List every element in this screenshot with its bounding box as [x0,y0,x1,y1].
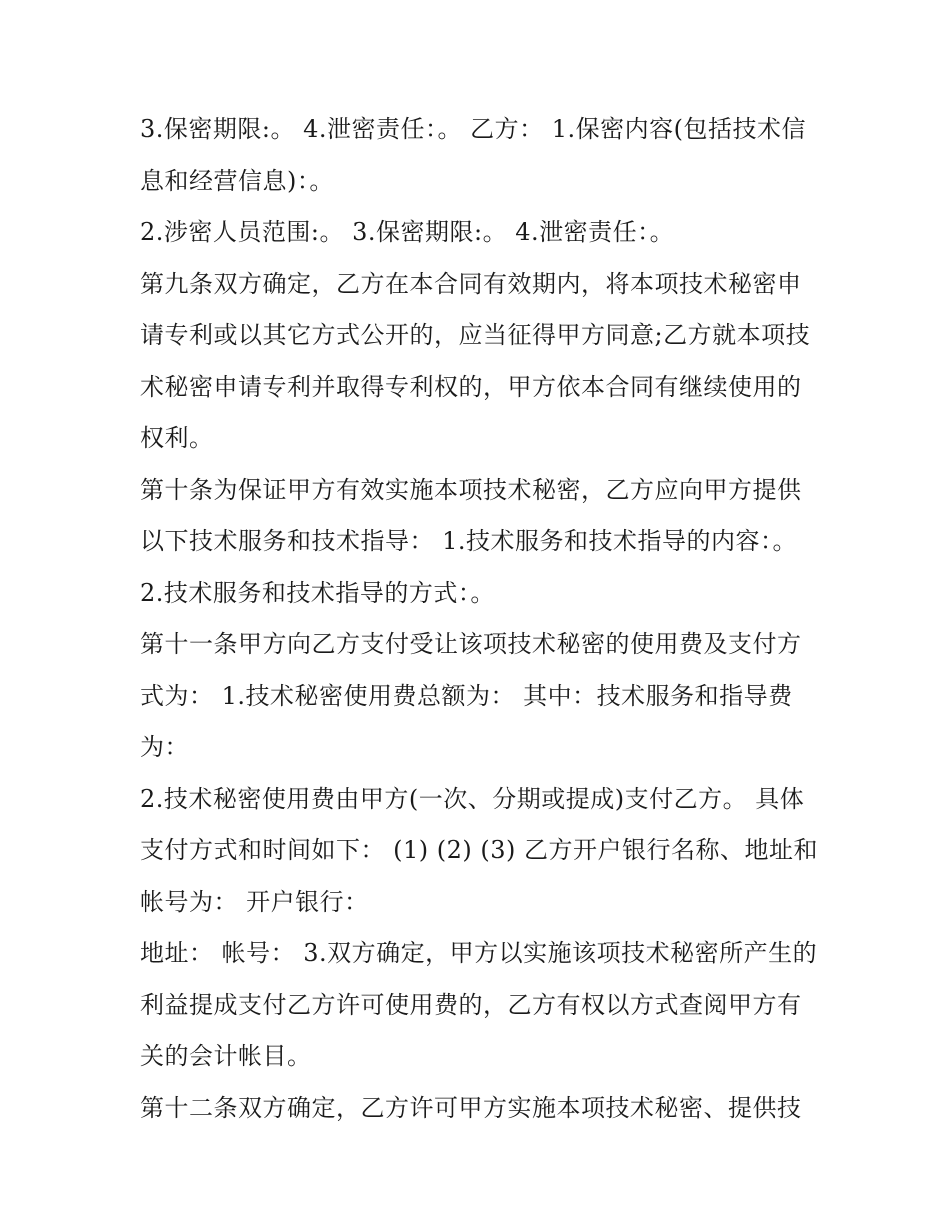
paragraph-article-10: 第十条为保证甲方有效实施本项技术秘密，乙方应向甲方提供以下技术服务和技术指导： 1.技术服务和技术指导的内容：。 [140,475,802,555]
document-body [140,104,820,1134]
paragraph-article-11: 第十一条甲方向乙方支付受让该项技术秘密的使用费及支付方式为： 1.技术秘密使用费总额为： 其中：技术服务和指导费为： [140,630,802,761]
paragraph-confidentiality-terms: 3.保密期限:。 4.泄密责任：。 乙方： 1.保密内容(包括技术信息和经营信息)：。 [140,115,807,195]
paragraph-article-9: 第九条双方确定，乙方在本合同有效期内，将本项技术秘密申请专利或以其它方式公开的，应当征得甲方同意;乙方就本项技术秘密申请专利并取得专利权的，甲方依本合同有继续使用的权利。 [140,269,811,452]
paragraph-address-account: 地址： 帐号： 3.双方确定，甲方以实施该项技术秘密所产生的利益提成支付乙方许可使用费的，乙方有权以方式查阅甲方有关的会计帐目。 [140,939,818,1070]
paragraph-service-method: 2.技术服务和技术指导的方式：。 [140,578,495,607]
paragraph-article-12: 第十二条双方确定，乙方许可甲方实施本项技术秘密、提供技 [140,1093,802,1122]
paragraph-personnel-scope: 2.涉密人员范围:。 3.保密期限:。 4.泄密责任：。 [140,218,675,246]
paragraph-payment-method: 2.技术秘密使用费由甲方(一次、分期或提成)支付乙方。 具体支付方式和时间如下： (1) (2) (3) 乙方开户银行名称、地址和帐号为： 开户银行： [140,784,819,916]
